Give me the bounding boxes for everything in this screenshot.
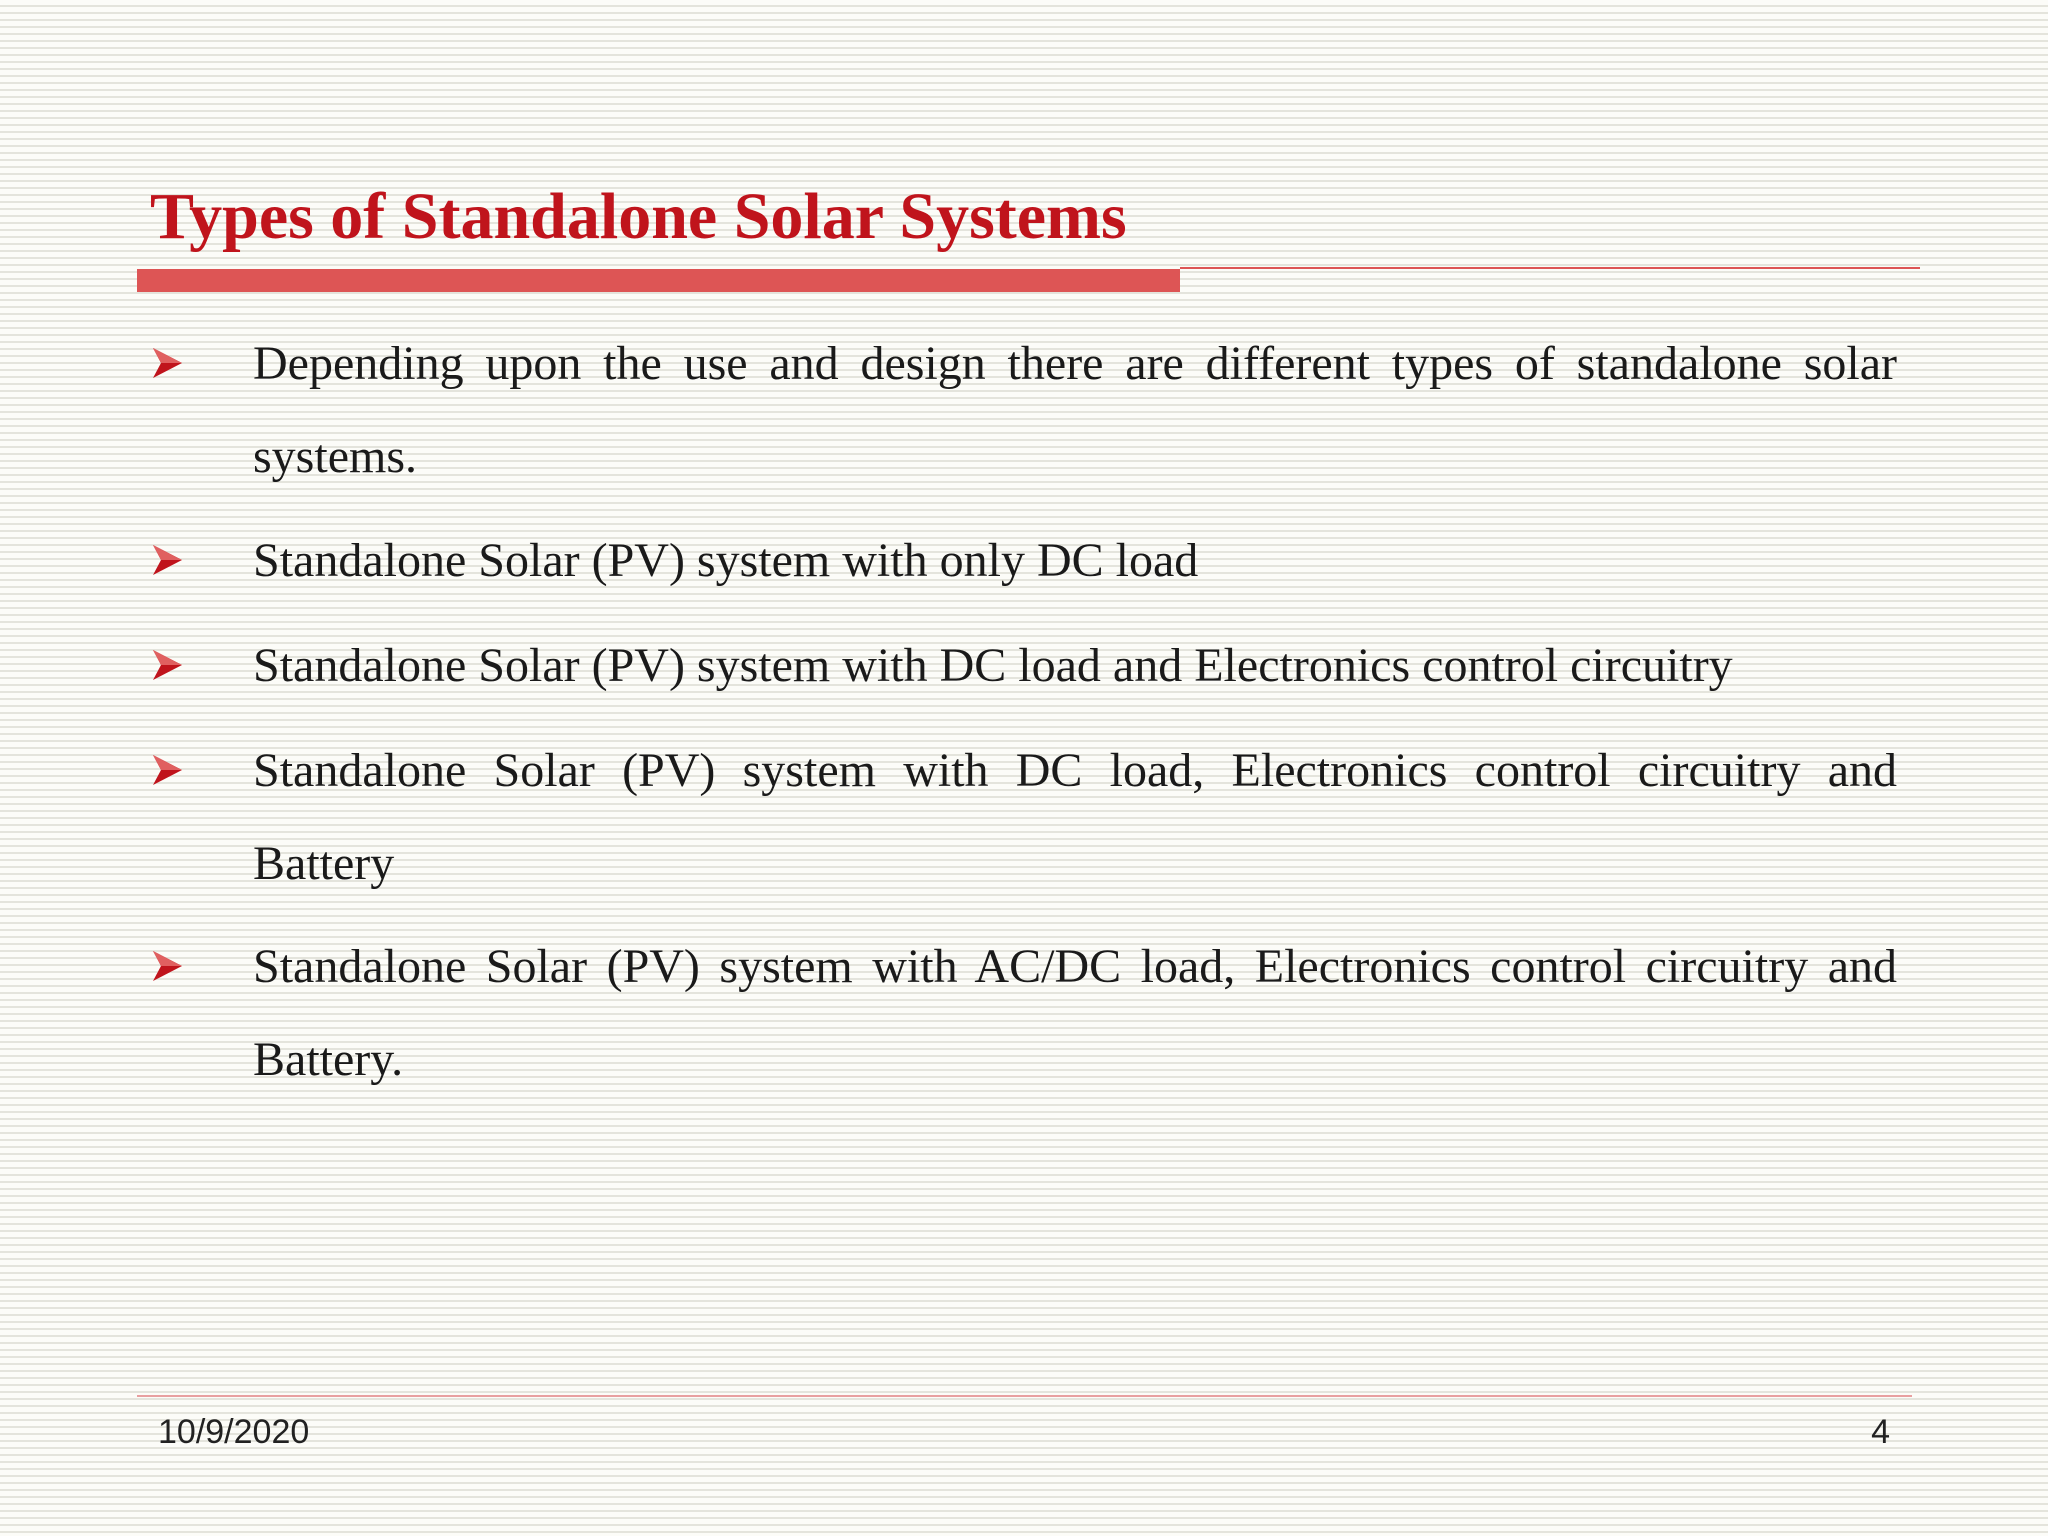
slide-title: Types of Standalone Solar Systems	[150, 180, 1127, 253]
title-underline-thin	[1180, 267, 1920, 269]
bullet-text: Standalone Solar (PV) system with DC load, Electronics control circuitry and Battery	[253, 744, 1897, 890]
arrowhead-bullet-icon	[150, 753, 184, 787]
arrowhead-bullet-icon	[150, 648, 184, 682]
bullet-text: Standalone Solar (PV) system with AC/DC load, Electronics control circuitry and Battery.	[253, 940, 1897, 1086]
bullet-text: Standalone Solar (PV) system with only DC load	[253, 534, 1199, 587]
arrowhead-bullet-icon	[150, 346, 184, 380]
footer-divider	[137, 1395, 1912, 1397]
footer-date: 10/9/2020	[158, 1413, 310, 1451]
bullet-text: Depending upon the use and design there are different types of standalone solar systems.	[253, 337, 1897, 483]
arrowhead-bullet-icon	[150, 543, 184, 577]
bullet-text: Standalone Solar (PV) system with DC load and Electronics control circuitry	[253, 639, 1733, 692]
page-number: 4	[1871, 1413, 1890, 1451]
arrowhead-bullet-icon	[150, 949, 184, 983]
title-underline-thick	[137, 269, 1180, 292]
